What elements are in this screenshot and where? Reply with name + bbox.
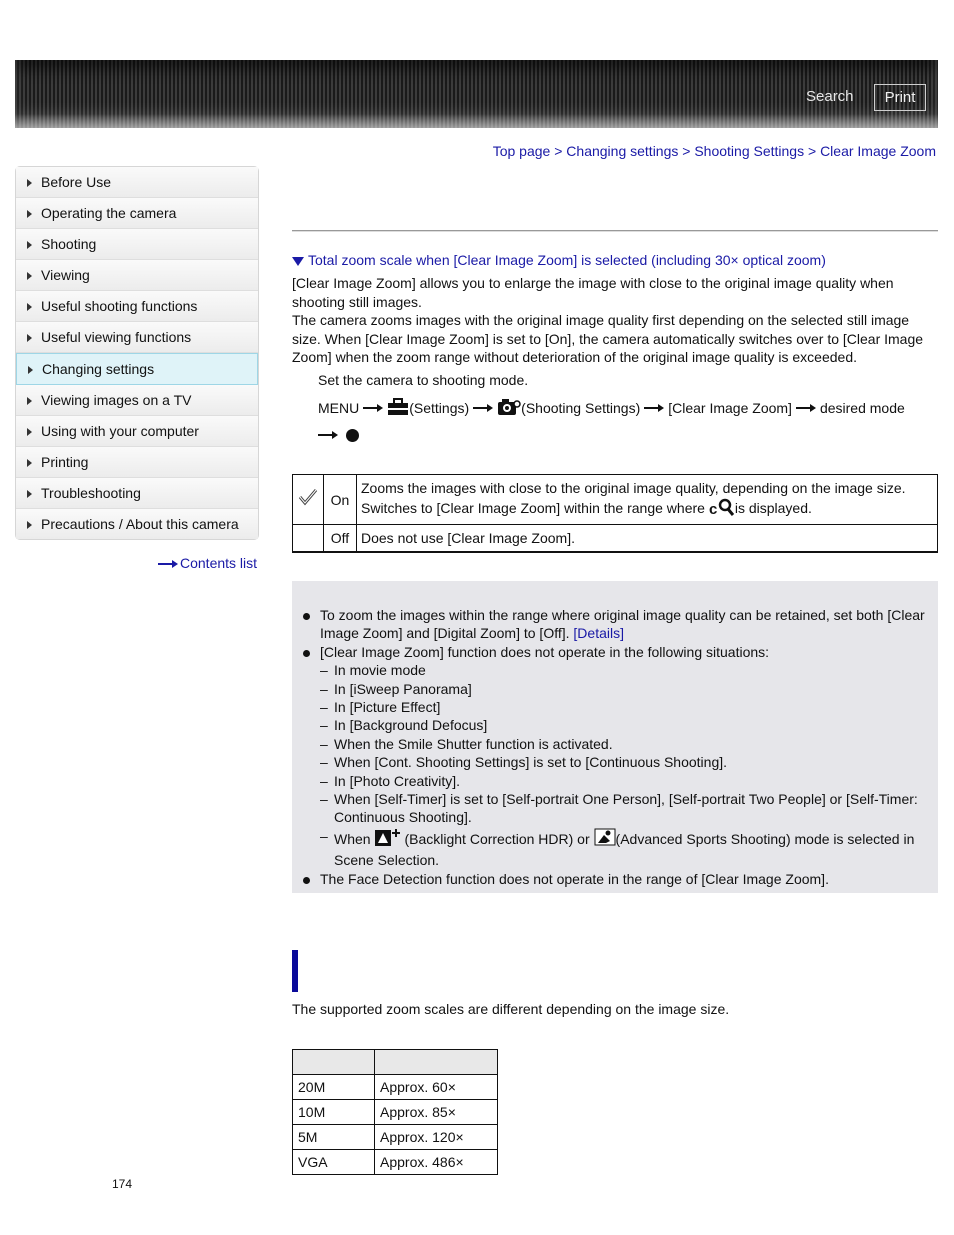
- triangle-right-icon: [27, 241, 32, 249]
- table-row: [293, 525, 938, 553]
- list-item: The Face Detection function does not operate in the range of [Clear Image Zoom].: [302, 870, 932, 888]
- description-paragraph: The camera zooms images with the original image quality first depending on the selected still image size. When [Clear Image Zoom] is set to [On], the camera automatically switches over to [Clear Image Zoom] when the zoom range without deterioration of the original image quality is exceeded.: [292, 312, 924, 365]
- breadcrumb-shooting-settings[interactable]: Shooting Settings: [694, 143, 805, 159]
- sidebar-item-troubleshooting[interactable]: [16, 478, 258, 509]
- sidebar-item-label: Viewing: [41, 267, 90, 283]
- arrow-right-icon: [158, 560, 178, 568]
- table-row: [293, 1100, 498, 1125]
- intro-paragraph: [Clear Image Zoom] allows you to enlarge the image with close to the original image quality when shooting still images.: [292, 275, 894, 310]
- list-item: – In [iSweep Panorama]: [302, 680, 932, 698]
- triangle-right-icon: [27, 179, 32, 187]
- arrow-right-icon: [318, 430, 338, 440]
- settings-label: (Settings): [409, 400, 470, 416]
- contents-list-link[interactable]: [158, 555, 257, 571]
- breadcrumb-top-page[interactable]: Top page: [492, 143, 551, 159]
- title-divider: [292, 230, 938, 232]
- sidebar-item-printing[interactable]: [16, 447, 258, 478]
- backlight-hdr-icon: [374, 827, 404, 851]
- triangle-right-icon: [27, 210, 32, 218]
- list-item: – In [Photo Creativity].: [302, 772, 932, 790]
- sidebar-item-label: Changing settings: [42, 361, 155, 377]
- size-cell: VGA: [293, 1150, 375, 1175]
- scale-cell: Approx. 120×: [375, 1125, 498, 1150]
- sidebar-item-label: Before Use: [41, 174, 112, 190]
- list-item: – When [Self-Timer] is set to [Self-portrait One Person], [Self-portrait Two People] or [Self-Timer: Continuous Shooting].: [302, 790, 932, 827]
- check-icon: [298, 488, 318, 506]
- sidebar-nav: [15, 166, 259, 540]
- list-item: – In movie mode: [302, 661, 932, 679]
- enter-button-icon: [346, 429, 359, 442]
- sidebar-item-label: Precautions / About this camera: [41, 516, 239, 532]
- zoom-scale-link[interactable]: [292, 251, 938, 270]
- triangle-right-icon: [27, 521, 32, 529]
- sidebar-item-changing-settings[interactable]: [16, 353, 258, 385]
- toolbox-settings-icon: [387, 398, 409, 423]
- table-row: [293, 1125, 498, 1150]
- arrow-right-icon: [363, 403, 383, 413]
- sidebar-item-computer[interactable]: [16, 416, 258, 447]
- triangle-right-icon: [27, 428, 32, 436]
- header-cell: [375, 1050, 498, 1075]
- triangle-right-icon: [27, 272, 32, 280]
- size-cell: 5M: [293, 1125, 375, 1150]
- print-button[interactable]: Print: [874, 84, 926, 111]
- arrow-right-icon: [473, 403, 493, 413]
- shooting-settings-label: (Shooting Settings): [521, 400, 641, 416]
- section-heading-bar: [292, 950, 298, 992]
- header-banner: [15, 60, 938, 128]
- triangle-down-icon: [292, 257, 304, 266]
- step-2: [318, 396, 928, 447]
- table-row: [293, 475, 938, 525]
- header-cell: [293, 1050, 375, 1075]
- breadcrumb: Top page > Changing settings > Shooting Settings > Clear Image Zoom: [492, 143, 936, 159]
- sidebar-item-label: Viewing images on a TV: [41, 392, 192, 408]
- zoom-scale-link-label: Total zoom scale when [Clear Image Zoom] is selected (including 30× optical zoom): [308, 252, 826, 268]
- sidebar-item-label: Useful viewing functions: [41, 329, 192, 345]
- sidebar-item-useful-viewing[interactable]: [16, 322, 258, 353]
- triangle-right-icon: [27, 303, 32, 311]
- scale-cell: Approx. 85×: [375, 1100, 498, 1125]
- arrow-right-icon: [644, 403, 664, 413]
- default-check-cell: [293, 475, 324, 525]
- zoom-scale-table: [292, 1049, 498, 1175]
- list-item: – When the Smile Shutter function is activated.: [302, 735, 932, 753]
- option-description: Zooms the images with close to the original image quality, depending on the image size. Switches to [Clear Image Zoom] within the range where c is displayed.: [357, 475, 938, 525]
- advanced-sports-icon: [594, 827, 616, 851]
- menu-label: MENU: [318, 400, 360, 416]
- sidebar-item-useful-shooting[interactable]: [16, 291, 258, 322]
- sidebar-item-label: Operating the camera: [41, 205, 177, 221]
- clear-zoom-icon: [709, 498, 735, 521]
- list-item: – When [Cont. Shooting Settings] is set to [Continuous Shooting].: [302, 753, 932, 771]
- scale-cell: Approx. 60×: [375, 1075, 498, 1100]
- list-item: [Clear Image Zoom] function does not operate in the following situations:: [302, 643, 932, 661]
- sidebar-item-label: Printing: [41, 454, 89, 470]
- contents-list-label: Contents list: [180, 555, 258, 571]
- table-row: [293, 1075, 498, 1100]
- sidebar-item-label: Useful shooting functions: [41, 298, 198, 314]
- breadcrumb-clear-image-zoom[interactable]: Clear Image Zoom: [820, 143, 936, 159]
- triangle-right-icon: [27, 459, 32, 467]
- table-row: [293, 1150, 498, 1175]
- sidebar-item-before-use[interactable]: [16, 167, 258, 198]
- size-cell: 20M: [293, 1075, 375, 1100]
- option-description: Does not use [Clear Image Zoom].: [357, 525, 938, 553]
- breadcrumb-changing-settings[interactable]: Changing settings: [566, 143, 679, 159]
- notes-list: [302, 606, 932, 888]
- sidebar-item-label: Troubleshooting: [41, 485, 141, 501]
- triangle-right-icon: [27, 490, 32, 498]
- step-1: Set the camera to shooting mode.: [318, 372, 529, 388]
- sidebar-item-label: Using with your computer: [41, 423, 199, 439]
- sidebar-item-viewing[interactable]: [16, 260, 258, 291]
- option-value: Off: [324, 525, 357, 553]
- triangle-right-icon: [28, 366, 33, 374]
- desired-mode-label: desired mode: [819, 400, 905, 416]
- list-item: – When (Backlight Correction HDR) or (Advanced Sports Shooting) mode is selected in Scene Selection.: [302, 827, 932, 870]
- sidebar-item-precautions[interactable]: [16, 509, 258, 539]
- sidebar-item-viewing-tv[interactable]: [16, 385, 258, 416]
- list-item: To zoom the images within the range where original image quality can be retained, set both [Clear Image Zoom] and [Digital Zoom] to [Off]. [Details]: [302, 606, 932, 643]
- svg-text:c: c: [708, 501, 718, 516]
- search-link[interactable]: Search: [806, 88, 854, 105]
- page-number: 174: [112, 1177, 133, 1191]
- options-table: [292, 474, 938, 553]
- triangle-right-icon: [27, 334, 32, 342]
- zoom-section-intro: The supported zoom scales are different depending on the image size.: [292, 1001, 730, 1017]
- default-check-cell: [293, 525, 324, 553]
- scale-cell: Approx. 486×: [375, 1150, 498, 1175]
- triangle-right-icon: [27, 397, 32, 405]
- details-link[interactable]: [Details]: [573, 625, 624, 642]
- list-item: – In [Picture Effect]: [302, 698, 932, 716]
- sidebar-item-operating[interactable]: [16, 198, 258, 229]
- list-item: – In [Background Defocus]: [302, 716, 932, 734]
- size-cell: 10M: [293, 1100, 375, 1125]
- camera-settings-icon: [497, 398, 521, 423]
- clear-image-zoom-item: [Clear Image Zoom]: [668, 400, 792, 416]
- table-header-row: [293, 1050, 498, 1075]
- sidebar-item-label: Shooting: [41, 236, 97, 252]
- sidebar-item-shooting[interactable]: [16, 229, 258, 260]
- arrow-right-icon: [796, 403, 816, 413]
- option-value: On: [324, 475, 357, 525]
